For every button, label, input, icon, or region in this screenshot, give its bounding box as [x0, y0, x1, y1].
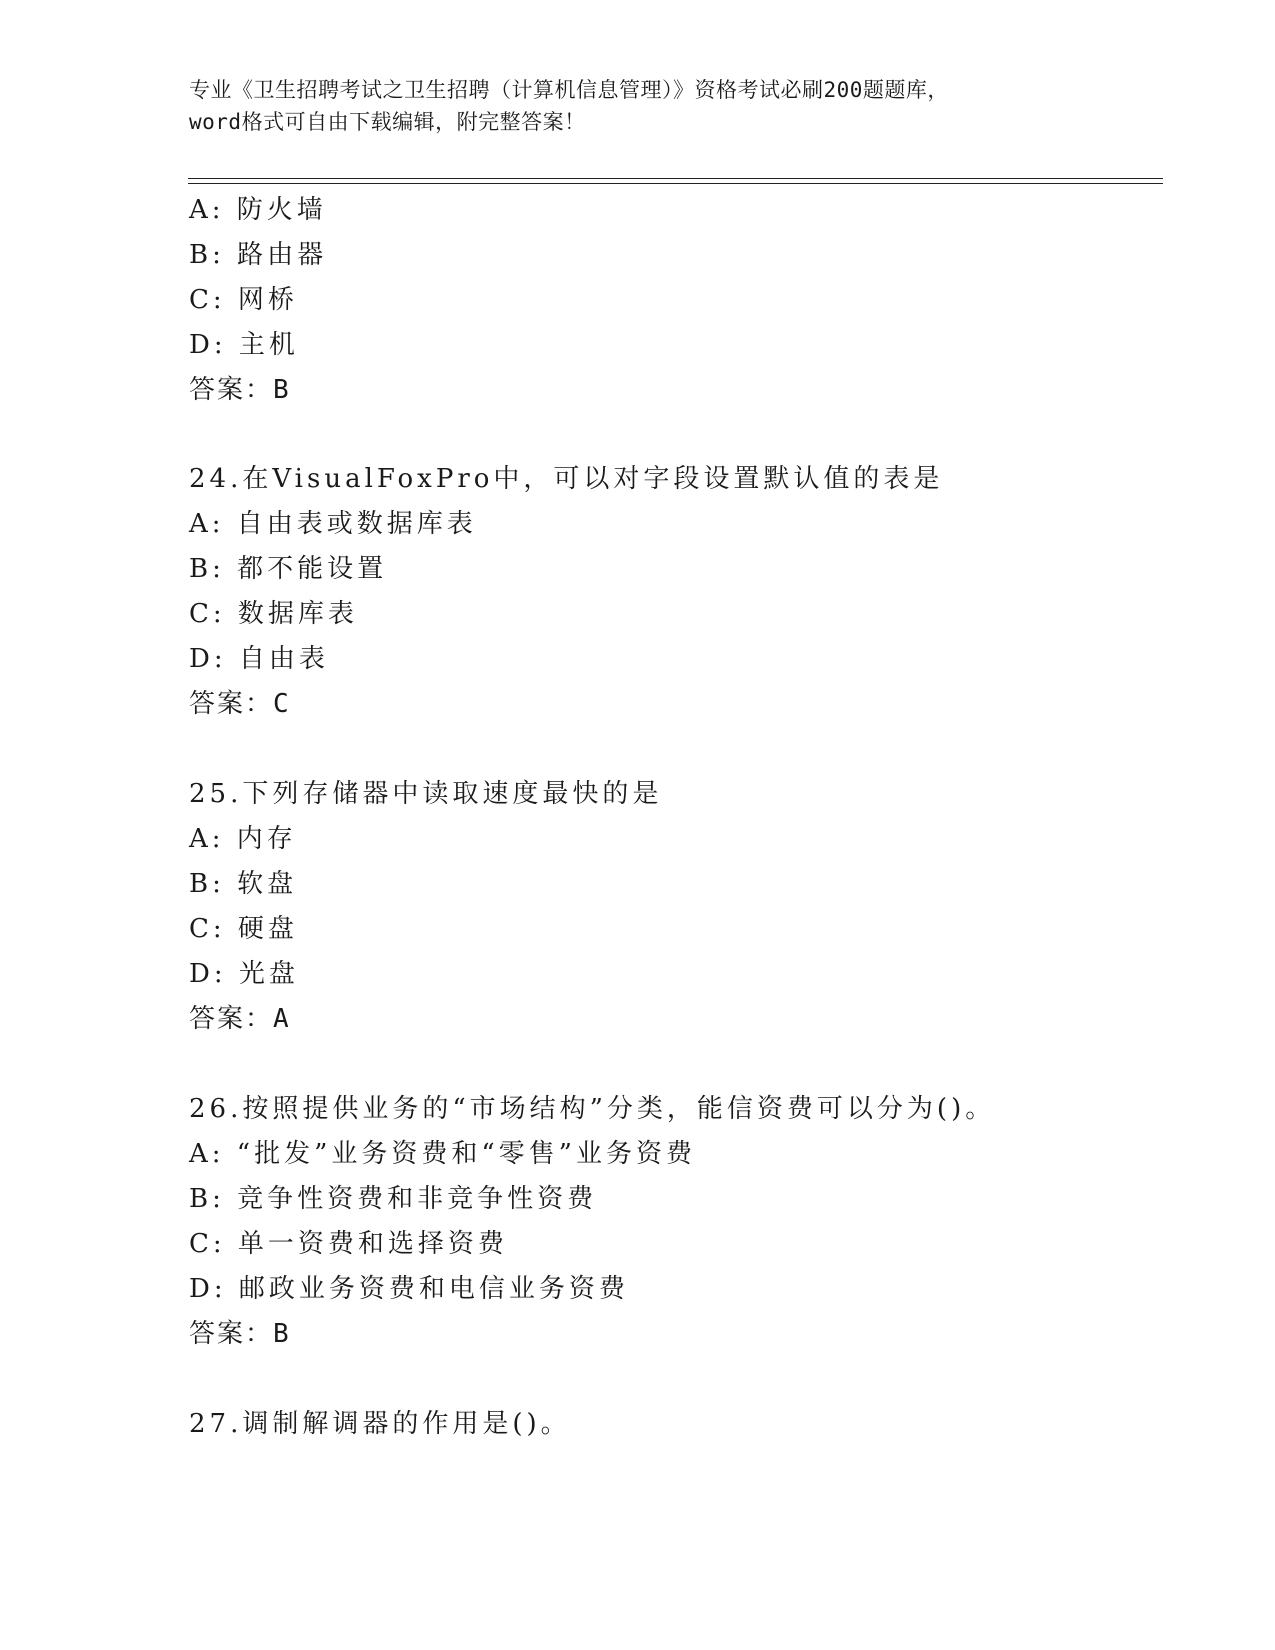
q24-option-c: C: 数据库表: [189, 599, 358, 629]
q26-answer: 答案：B: [189, 1319, 291, 1349]
q23-option-b: B: 路由器: [189, 240, 328, 270]
q23-option-d: D: 主机: [189, 330, 299, 360]
q23-option-c: C: 网桥: [189, 285, 298, 315]
document-header: [189, 74, 1089, 138]
q26-option-a: A: “批发”业务资费和“零售”业务资费: [189, 1139, 696, 1169]
q24-question: 24.在VisualFoxPro中，可以对字段设置默认值的表是: [189, 464, 944, 494]
q24-option-d: D: 自由表: [189, 644, 329, 674]
q26-question: 26.按照提供业务的“市场结构”分类，能信资费可以分为()。: [189, 1094, 996, 1124]
q24-answer: 答案：C: [189, 689, 291, 719]
q25-option-c: C: 硬盘: [189, 914, 298, 944]
q26-option-c: C: 单一资费和选择资费: [189, 1229, 508, 1259]
q25-option-d: D: 光盘: [189, 959, 299, 989]
q24-option-a: A: 自由表或数据库表: [189, 509, 477, 539]
q23-answer: 答案：B: [189, 375, 291, 405]
q25-option-b: B: 软盘: [189, 869, 298, 899]
q26-option-b: B: 竞争性资费和非竞争性资费: [189, 1184, 598, 1214]
q25-question: 25.下列存储器中读取速度最快的是: [189, 779, 663, 809]
q26-option-d: D: 邮政业务资费和电信业务资费: [189, 1274, 629, 1304]
header-divider-top: [188, 178, 1163, 179]
header-title-line-1: 专业《卫生招聘考试之卫生招聘（计算机信息管理）》资格考试必刷200题题库，: [189, 78, 949, 102]
q25-answer: 答案：A: [189, 1004, 291, 1034]
header-divider-bottom: [188, 183, 1163, 184]
q27-question: 27.调制解调器的作用是()。: [189, 1409, 571, 1439]
q24-option-b: B: 都不能设置: [189, 554, 388, 584]
header-title-line-2: word格式可自由下载编辑，附完整答案！: [189, 110, 586, 134]
q23-option-a: A: 防火墙: [189, 195, 327, 225]
q25-option-a: A: 内存: [189, 824, 297, 854]
